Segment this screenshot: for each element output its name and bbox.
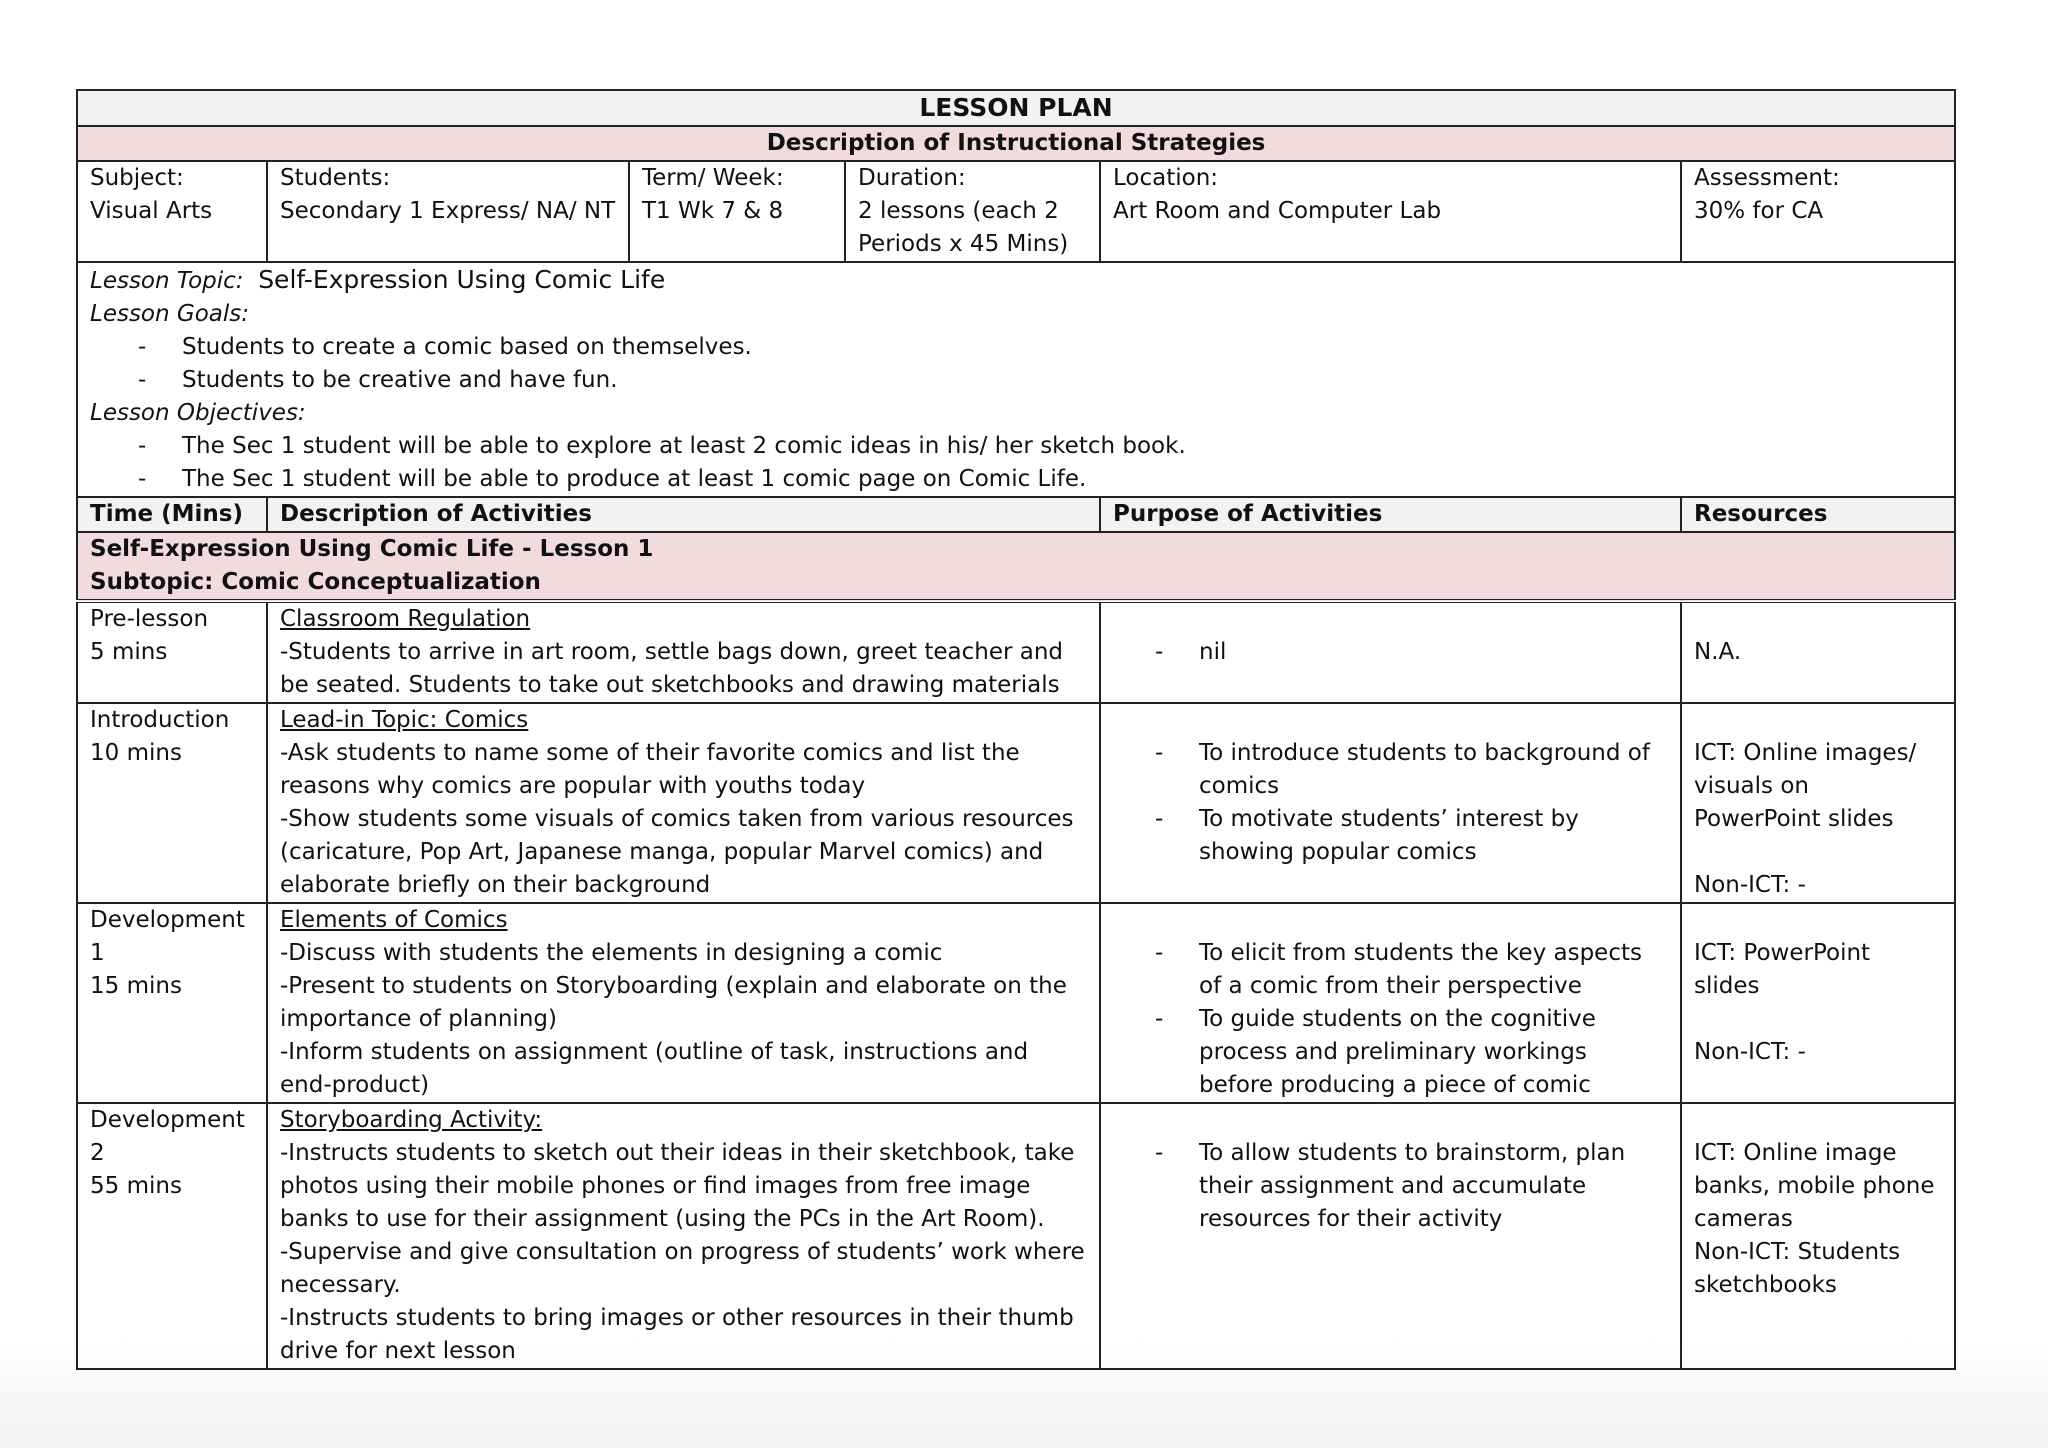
duration-value: 2 lessons (each 2 Periods x 45 Mins) [858,198,1069,257]
lesson-objectives-label: Lesson Objectives: [90,400,306,426]
activity-heading: Storyboarding Activity: [280,1107,543,1133]
section-title: Self-Expression Using Comic Life - Lesson 1 [90,536,654,562]
lesson-topic-value: Self-Expression Using Comic Life [258,265,666,294]
activity-line: -Students to arrive in art room, settle bags down, greet teacher and be seated. Students to take out sketchbooks and drawing materials [280,639,1064,698]
section-header-row [77,532,1955,601]
list-item: - The Sec 1 student will be able to produce at least 1 comic page on Comic Life. [138,463,1942,496]
activity-purpose-cell [1100,1103,1681,1369]
stage-time: 55 mins [90,1173,182,1199]
duration-label: Duration: [858,165,966,191]
activity-line: -Present to students on Storyboarding (explain and elaborate on the importance of planning) [280,973,1067,1032]
subject-cell [77,161,267,262]
activity-line: -Instructs students to sketch out their ideas in their sketchbook, take photos using their mobile phones or find images from free image banks to use for their assignment (using the PCs in the Art Room). [280,1140,1075,1232]
term-value: T1 Wk 7 & 8 [642,198,784,224]
resources-cell [1681,903,1955,1103]
activity-line: -Show students some visuals of comics taken from various resources (caricature, Pop Art, Japanese manga, popular Marvel comics) and elaborate briefly on their background [280,806,1074,898]
resource-line: Non-ICT: - [1694,872,1806,898]
students-value: Secondary 1 Express/ NA/ NT [280,198,616,224]
section-subtopic: Subtopic: Comic Conceptualization [90,569,541,595]
activity-line: -Supervise and give consultation on progress of students’ work where necessary. [280,1239,1085,1298]
lesson-objectives-list [90,430,1942,496]
column-header-resources: Resources [1681,497,1955,532]
lesson-goals-list [90,331,1942,397]
info-row [77,161,1955,262]
list-item: - To elicit from students the key aspects of a comic from their perspective [1155,937,1668,1003]
stage-time: 10 mins [90,740,182,766]
activity-description-cell [267,601,1100,703]
stage-cell [77,903,267,1103]
term-cell [629,161,845,262]
resource-line: Non-ICT: - [1694,1039,1806,1065]
column-header-row [77,497,1955,532]
location-value: Art Room and Computer Lab [1113,198,1442,224]
list-item: - Students to be creative and have fun. [138,364,1942,397]
table-row [77,703,1955,903]
assessment-cell [1681,161,1955,262]
location-label: Location: [1113,165,1219,191]
activity-heading: Lead-in Topic: Comics [280,707,529,733]
column-header-time: Time (Mins) [77,497,267,532]
list-item: - To introduce students to background of comics [1155,737,1668,803]
activity-description-cell [267,903,1100,1103]
resources-cell [1681,601,1955,703]
stage-name: Pre-lesson [90,606,209,632]
stage-cell [77,703,267,903]
activity-purpose-cell [1100,601,1681,703]
list-item: - The Sec 1 student will be able to explore at least 2 comic ideas in his/ her sketch book. [138,430,1942,463]
activity-line: -Inform students on assignment (outline of task, instructions and end-product) [280,1039,1029,1098]
resources-cell [1681,703,1955,903]
lesson-plan-title: LESSON PLAN [77,90,1955,126]
list-item: - Students to create a comic based on themselves. [138,331,1942,364]
location-cell [1100,161,1681,262]
lesson-overview-row [77,262,1955,497]
activity-line: -Discuss with students the elements in designing a comic [280,940,943,966]
table-row [77,1103,1955,1369]
column-header-description: Description of Activities [267,497,1100,532]
resource-line: Non-ICT: Students sketchbooks [1694,1239,1901,1298]
activity-purpose-cell [1100,903,1681,1103]
lesson-plan-table [76,89,1956,1370]
stage-time: 5 mins [90,639,168,665]
subject-label: Subject: [90,165,184,191]
list-item: - nil [1155,636,1668,669]
subject-value: Visual Arts [90,198,213,224]
table-row [77,903,1955,1103]
activity-line: -Instructs students to bring images or other resources in their thumb drive for next lesson [280,1305,1074,1364]
stage-name: Development 1 [90,907,245,966]
term-label: Term/ Week: [642,165,784,191]
duration-cell [845,161,1100,262]
activity-line: -Ask students to name some of their favorite comics and list the reasons why comics are popular with youths today [280,740,1020,799]
resources-cell [1681,1103,1955,1369]
table-row [77,601,1955,703]
activity-heading: Classroom Regulation [280,606,531,632]
assessment-label: Assessment: [1694,165,1840,191]
stage-cell [77,1103,267,1369]
resource-line [1694,1003,1942,1036]
lesson-goals-label: Lesson Goals: [90,301,250,327]
lesson-topic-label: Lesson Topic: [90,268,244,294]
students-label: Students: [280,165,391,191]
activity-description-cell [267,1103,1100,1369]
resource-line: ICT: PowerPoint slides [1694,940,1871,999]
stage-name: Introduction [90,707,230,733]
resource-line [1694,836,1942,869]
students-cell [267,161,629,262]
resource-line: ICT: Online image banks, mobile phone cameras [1694,1140,1935,1232]
stage-name: Development 2 [90,1107,245,1166]
stage-time: 15 mins [90,973,182,999]
list-item: - To guide students on the cognitive process and preliminary workings before producing a piece of comic [1155,1003,1668,1102]
column-header-purpose: Purpose of Activities [1100,497,1681,532]
resource-line: ICT: Online images/ visuals on PowerPoint slides [1694,740,1917,832]
activity-heading: Elements of Comics [280,907,508,933]
assessment-value: 30% for CA [1694,198,1824,224]
resource-line: N.A. [1694,639,1742,665]
list-item: - To allow students to brainstorm, plan their assignment and accumulate resources for their activity [1155,1137,1668,1236]
section-header-cell [77,532,1955,601]
list-item: - To motivate students’ interest by showing popular comics [1155,803,1668,869]
stage-cell [77,601,267,703]
activity-purpose-cell [1100,703,1681,903]
instructional-strategies-heading: Description of Instructional Strategies [77,126,1955,161]
lesson-overview-cell [77,262,1955,497]
activity-description-cell [267,703,1100,903]
